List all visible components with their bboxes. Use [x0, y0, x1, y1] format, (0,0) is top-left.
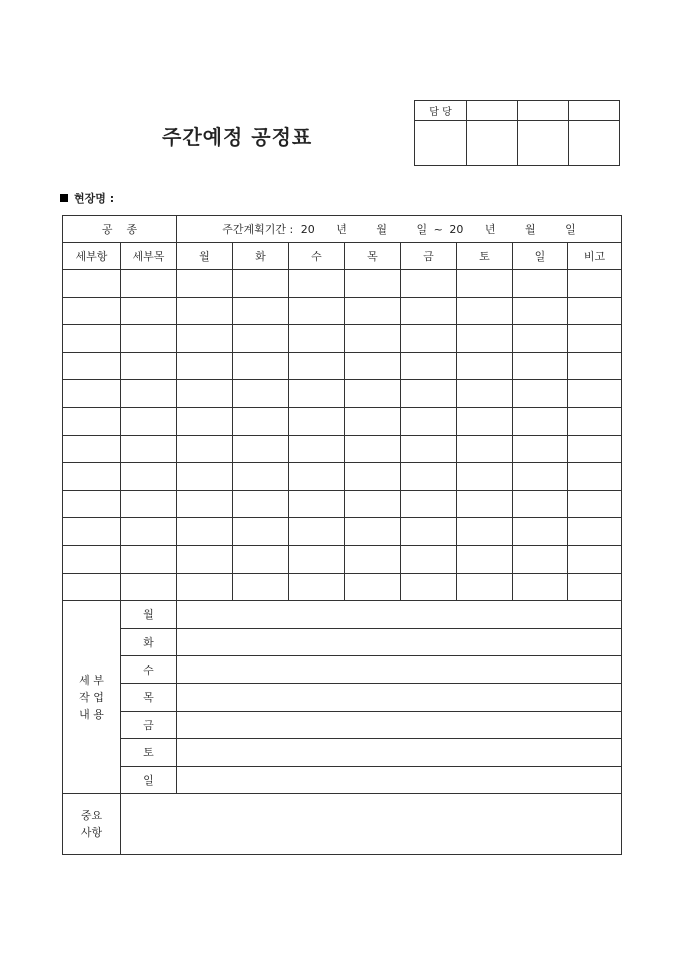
schedule-cell[interactable] [177, 463, 233, 491]
schedule-cell[interactable] [289, 518, 345, 546]
schedule-cell[interactable] [289, 352, 345, 380]
schedule-cell[interactable] [401, 573, 457, 601]
table-row [63, 518, 622, 546]
approval-sign-0[interactable] [415, 121, 467, 166]
schedule-cell[interactable] [513, 352, 568, 380]
schedule-cell[interactable] [457, 297, 513, 325]
schedule-cell[interactable] [345, 297, 401, 325]
schedule-cell[interactable] [121, 518, 177, 546]
detail-content-input[interactable] [177, 766, 622, 794]
schedule-cell[interactable] [457, 407, 513, 435]
schedule-cell[interactable] [345, 545, 401, 573]
schedule-cell[interactable] [513, 380, 568, 408]
schedule-cell[interactable] [345, 380, 401, 408]
schedule-cell[interactable] [177, 380, 233, 408]
schedule-cell[interactable] [177, 435, 233, 463]
schedule-cell[interactable] [121, 573, 177, 601]
schedule-cell[interactable] [233, 352, 289, 380]
schedule-cell[interactable] [568, 545, 622, 573]
schedule-cell[interactable] [401, 325, 457, 353]
table-row [63, 297, 622, 325]
site-name-field[interactable] [60, 190, 114, 206]
schedule-cell[interactable] [121, 463, 177, 491]
schedule-cell[interactable] [457, 270, 513, 298]
schedule-cell[interactable] [457, 463, 513, 491]
schedule-cell[interactable] [457, 380, 513, 408]
schedule-cell[interactable] [233, 407, 289, 435]
detail-row [63, 766, 622, 794]
detail-content-input[interactable] [177, 711, 622, 739]
schedule-cell[interactable] [289, 270, 345, 298]
approval-box [414, 100, 620, 166]
schedule-cell[interactable] [63, 297, 121, 325]
schedule-cell[interactable] [513, 573, 568, 601]
table-row [63, 270, 622, 298]
schedule-cell[interactable] [345, 518, 401, 546]
schedule-cell[interactable] [568, 573, 622, 601]
detail-content-input[interactable] [177, 739, 622, 767]
col-header: 목 [345, 243, 401, 270]
schedule-cell[interactable] [289, 325, 345, 353]
schedule-cell[interactable] [401, 297, 457, 325]
detail-day-label: 금 [121, 711, 177, 739]
approval-sign-2[interactable] [518, 121, 569, 166]
schedule-cell[interactable] [233, 325, 289, 353]
table-row [63, 463, 622, 491]
schedule-cell[interactable] [63, 270, 121, 298]
schedule-cell[interactable] [121, 380, 177, 408]
detail-day-label: 목 [121, 683, 177, 711]
schedule-cell[interactable] [63, 352, 121, 380]
page-title: 주간예정 공정표 [162, 125, 313, 149]
detail-day-label: 수 [121, 656, 177, 684]
notes-input[interactable] [121, 794, 622, 855]
schedule-cell[interactable] [63, 435, 121, 463]
col-header: 세부목 [121, 243, 177, 270]
schedule-cell[interactable] [401, 435, 457, 463]
schedule-cell[interactable] [513, 545, 568, 573]
detail-day-label: 화 [121, 628, 177, 656]
schedule-cell[interactable] [177, 518, 233, 546]
schedule-cell[interactable] [177, 407, 233, 435]
detail-row [63, 628, 622, 656]
schedule-cell[interactable] [513, 297, 568, 325]
schedule-cell[interactable] [401, 463, 457, 491]
schedule-cell[interactable] [568, 270, 622, 298]
schedule-cell[interactable] [233, 490, 289, 518]
schedule-cell[interactable] [513, 270, 568, 298]
schedule-cell[interactable] [63, 407, 121, 435]
schedule-cell[interactable] [401, 490, 457, 518]
detail-row [63, 739, 622, 767]
notes-label: 중요 사항 [63, 794, 121, 855]
schedule-cell[interactable] [63, 463, 121, 491]
approval-label: 담 당 [415, 101, 467, 121]
schedule-cell[interactable] [289, 297, 345, 325]
schedule-cell[interactable] [63, 380, 121, 408]
detail-row [63, 711, 622, 739]
col-header: 비고 [568, 243, 622, 270]
schedule-cell[interactable] [401, 407, 457, 435]
col-header: 일 [513, 243, 568, 270]
plan-period-header: 주간계획기간 : 20 년 월 일 ~ 20 년 월 일 [177, 216, 622, 243]
schedule-cell[interactable] [401, 380, 457, 408]
table-row [63, 490, 622, 518]
approval-sign-1[interactable] [467, 121, 518, 166]
detail-content-input[interactable] [177, 601, 622, 629]
table-row [63, 407, 622, 435]
schedule-cell[interactable] [177, 490, 233, 518]
schedule-cell[interactable] [63, 490, 121, 518]
schedule-cell[interactable] [177, 545, 233, 573]
table-row [63, 352, 622, 380]
schedule-cell[interactable] [345, 573, 401, 601]
schedule-cell[interactable] [345, 490, 401, 518]
col-header: 화 [233, 243, 289, 270]
schedule-cell[interactable] [63, 545, 121, 573]
schedule-cell[interactable] [233, 297, 289, 325]
schedule-cell[interactable] [457, 325, 513, 353]
approval-sign-3[interactable] [569, 121, 620, 166]
schedule-cell[interactable] [233, 573, 289, 601]
schedule-cell[interactable] [63, 573, 121, 601]
detail-work-label: 세 부 작 업 내 용 [63, 601, 121, 794]
table-row [63, 325, 622, 353]
schedule-cell[interactable] [289, 463, 345, 491]
col-header: 금 [401, 243, 457, 270]
schedule-cell[interactable] [121, 352, 177, 380]
schedule-cell[interactable] [233, 463, 289, 491]
col-header: 세부항 [63, 243, 121, 270]
schedule-cell[interactable] [401, 270, 457, 298]
table-row [63, 573, 622, 601]
detail-row [63, 656, 622, 684]
approval-signer-2[interactable] [518, 101, 569, 121]
schedule-cell[interactable] [289, 545, 345, 573]
schedule-cell[interactable] [401, 352, 457, 380]
detail-day-label: 일 [121, 766, 177, 794]
detail-row [63, 601, 622, 629]
detail-row [63, 683, 622, 711]
schedule-cell[interactable] [121, 435, 177, 463]
schedule-cell[interactable] [345, 352, 401, 380]
schedule-cell[interactable] [568, 380, 622, 408]
schedule-cell[interactable] [345, 270, 401, 298]
schedule-cell[interactable] [233, 380, 289, 408]
approval-signer-3[interactable] [569, 101, 620, 121]
detail-content-input[interactable] [177, 656, 622, 684]
schedule-cell[interactable] [121, 407, 177, 435]
schedule-cell[interactable] [345, 325, 401, 353]
schedule-cell[interactable] [513, 435, 568, 463]
schedule-cell[interactable] [345, 407, 401, 435]
work-type-header: 공 종 [63, 216, 177, 243]
schedule-table [62, 215, 622, 855]
schedule-cell[interactable] [121, 297, 177, 325]
col-header: 월 [177, 243, 233, 270]
schedule-cell[interactable] [457, 490, 513, 518]
schedule-cell[interactable] [568, 297, 622, 325]
schedule-cell[interactable] [177, 297, 233, 325]
schedule-cell[interactable] [457, 573, 513, 601]
schedule-cell[interactable] [121, 270, 177, 298]
schedule-cell[interactable] [289, 407, 345, 435]
schedule-cell[interactable] [401, 545, 457, 573]
schedule-cell[interactable] [457, 518, 513, 546]
schedule-cell[interactable] [568, 325, 622, 353]
schedule-cell[interactable] [568, 490, 622, 518]
schedule-cell[interactable] [568, 352, 622, 380]
schedule-cell[interactable] [233, 518, 289, 546]
square-bullet-icon [60, 194, 68, 202]
schedule-cell[interactable] [177, 573, 233, 601]
schedule-cell[interactable] [513, 407, 568, 435]
schedule-cell[interactable] [568, 435, 622, 463]
schedule-cell[interactable] [513, 325, 568, 353]
schedule-cell[interactable] [233, 435, 289, 463]
approval-signer-1[interactable] [467, 101, 518, 121]
schedule-cell[interactable] [457, 435, 513, 463]
site-label: 현장명 : [74, 192, 115, 205]
schedule-cell[interactable] [177, 325, 233, 353]
schedule-cell[interactable] [121, 545, 177, 573]
schedule-cell[interactable] [63, 325, 121, 353]
detail-day-label: 월 [121, 601, 177, 629]
schedule-cell[interactable] [289, 573, 345, 601]
schedule-cell[interactable] [568, 407, 622, 435]
schedule-cell[interactable] [233, 545, 289, 573]
schedule-cell[interactable] [513, 463, 568, 491]
schedule-cell[interactable] [457, 545, 513, 573]
schedule-cell[interactable] [289, 380, 345, 408]
schedule-cell[interactable] [401, 518, 457, 546]
column-header-row [63, 243, 622, 270]
detail-day-label: 토 [121, 739, 177, 767]
schedule-cell[interactable] [513, 518, 568, 546]
schedule-cell[interactable] [289, 490, 345, 518]
schedule-cell[interactable] [233, 270, 289, 298]
schedule-cell[interactable] [457, 352, 513, 380]
table-row [63, 380, 622, 408]
schedule-cell[interactable] [121, 490, 177, 518]
detail-content-input[interactable] [177, 683, 622, 711]
schedule-cell[interactable] [568, 518, 622, 546]
col-header: 수 [289, 243, 345, 270]
schedule-cell[interactable] [513, 490, 568, 518]
schedule-cell[interactable] [177, 270, 233, 298]
schedule-cell[interactable] [345, 463, 401, 491]
detail-content-input[interactable] [177, 628, 622, 656]
table-row [63, 435, 622, 463]
schedule-cell[interactable] [289, 435, 345, 463]
schedule-cell[interactable] [568, 463, 622, 491]
schedule-cell[interactable] [121, 325, 177, 353]
schedule-cell[interactable] [177, 352, 233, 380]
schedule-cell[interactable] [345, 435, 401, 463]
col-header: 토 [457, 243, 513, 270]
schedule-cell[interactable] [63, 518, 121, 546]
table-row [63, 545, 622, 573]
